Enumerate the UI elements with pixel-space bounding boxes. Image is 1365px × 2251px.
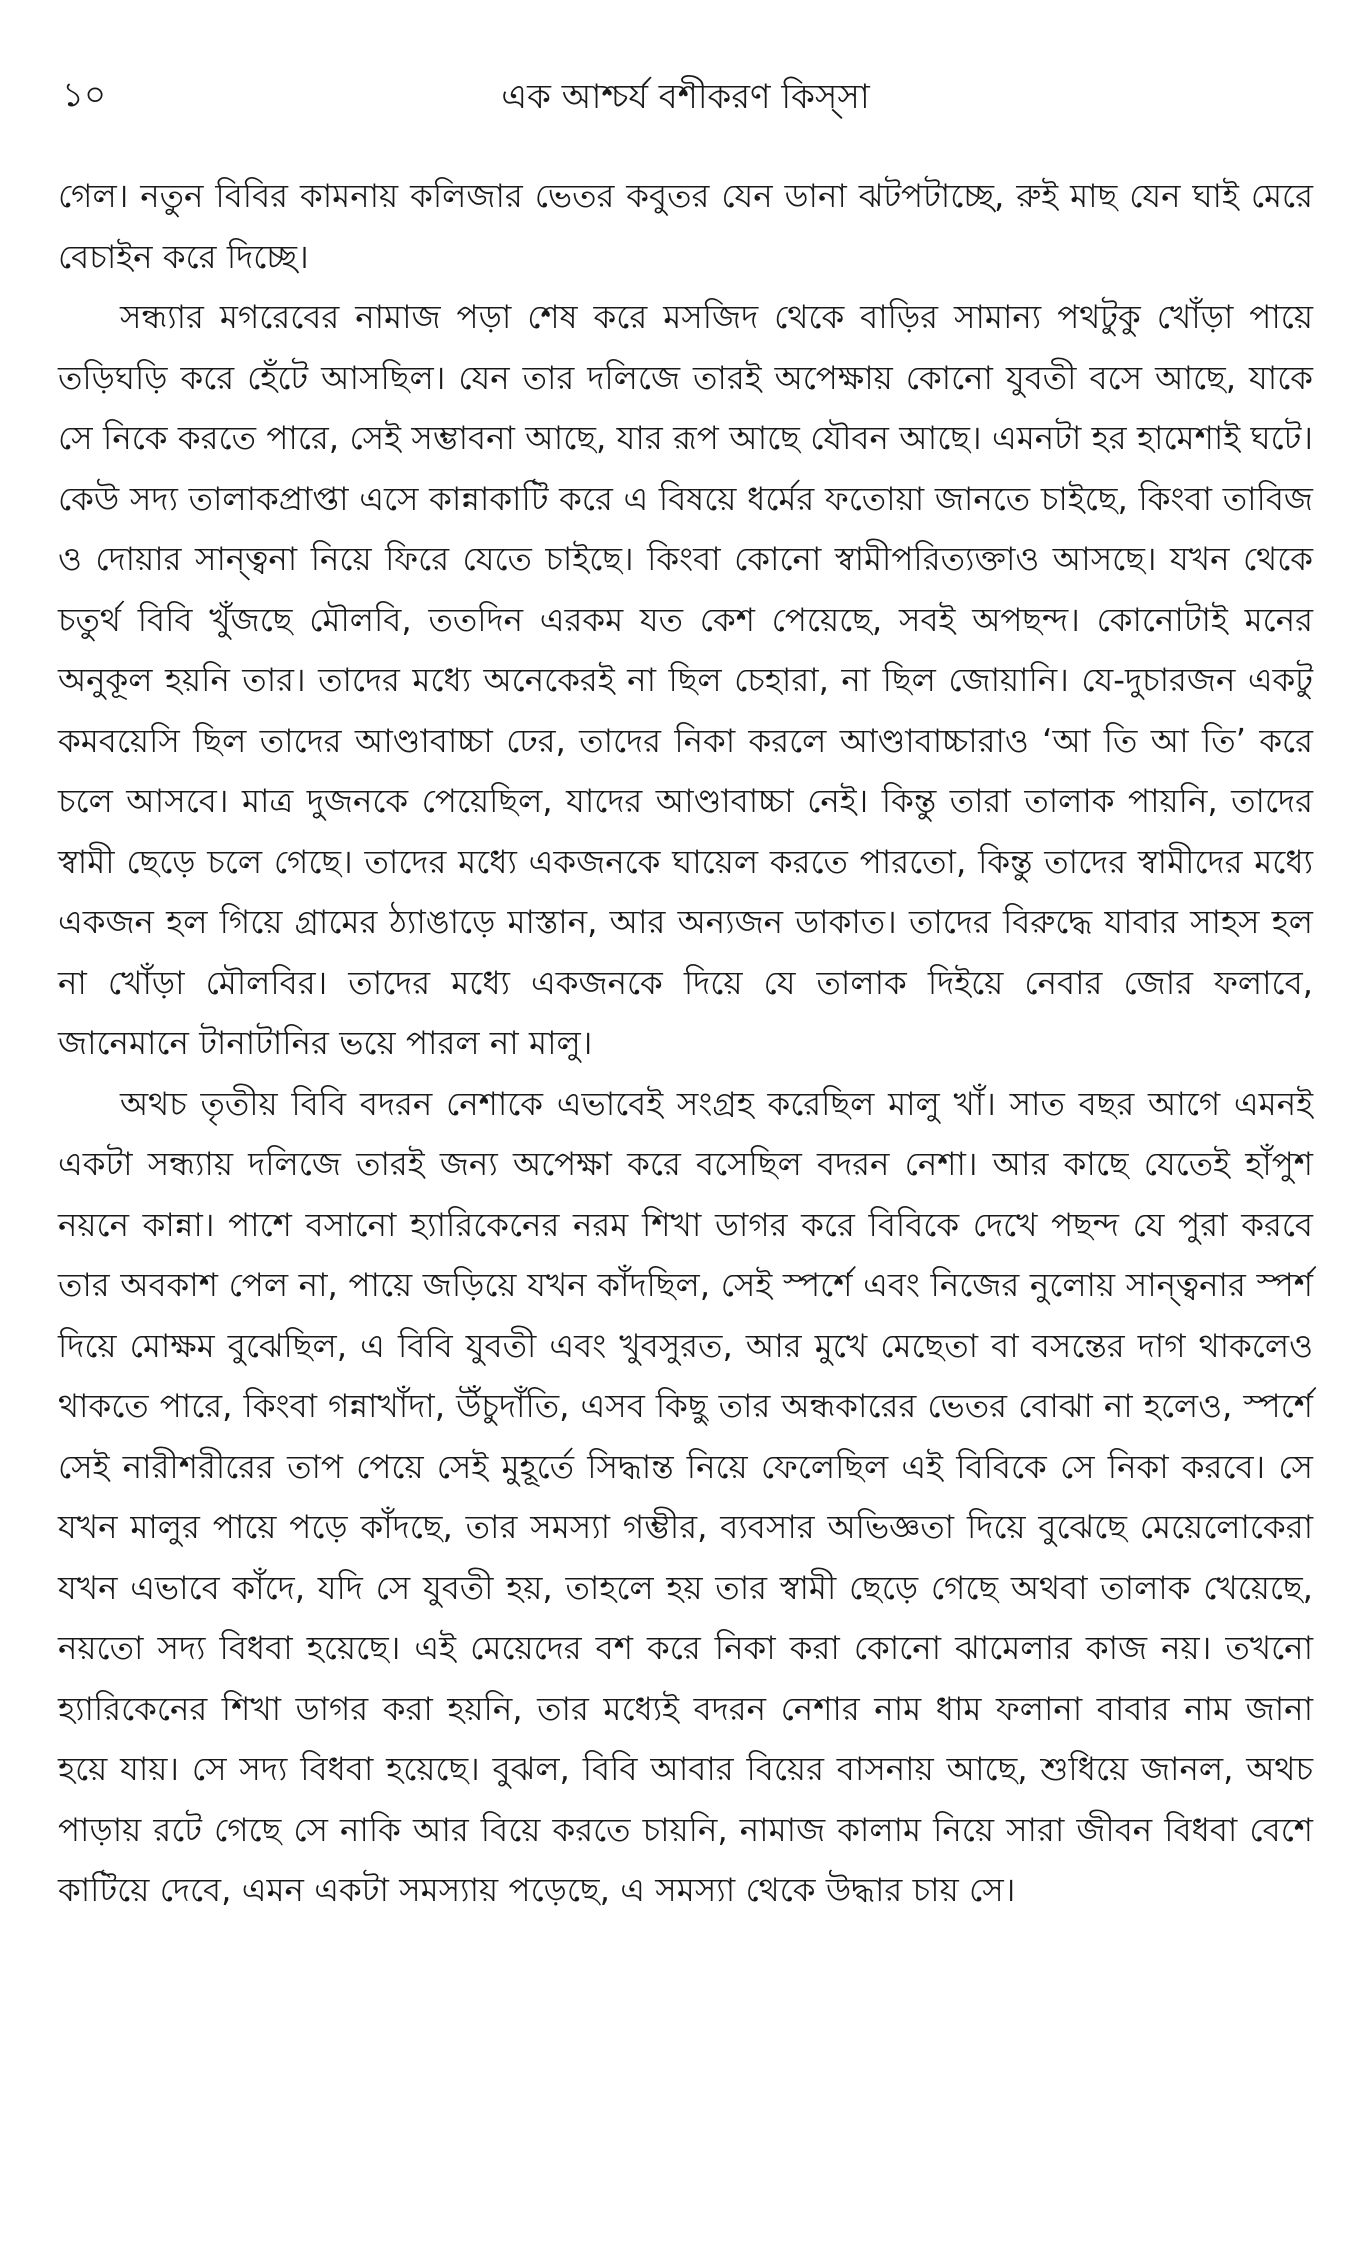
running-title: এক আশ্চর্য বশীকরণ কিস্‌সা — [501, 77, 870, 117]
paragraph: অথচ তৃতীয় বিবি বদরন নেশাকে এভাবেই সংগ্রহ করেছিল মালু খাঁ। সাত বছর আগে এমনই একটা সন্ধ্যায় দলিজে তারই জন্য অপেক্ষা করে বসেছিল বদরন নেশা। আর কাছে যেতেই হাঁপুশ নয়নে কান্না। পাশে বসানো হ্যারিকেনের নরম শিখা ডাগর করে বিবিকে দেখে পছন্দ যে পুরা করবে তার অবকাশ পেল না, পায়ে জড়িয়ে যখন কাঁদছিল, সেই স্পর্শে এবং নিজের নুলোয় সান্ত্বনার স্পর্শ দিয়ে মোক্ষম বুঝেছিল, এ বিবি যুবতী এবং খুবসুরত, আর মুখে মেছেতা বা বসন্তের দাগ থাকলেও থাকতে পারে, কিংবা গন্নাখাঁদা, উঁচুদাঁতি, এসব কিছু তার অন্ধকারের ভেতর বোঝা না হলেও, স্পর্শে সেই নারীশরীরের তাপ পেয়ে সেই মুহূর্তে সিদ্ধান্ত নিয়ে ফেলেছিল এই বিবিকে সে নিকা করবে। সে যখন মালুর পায়ে পড়ে কাঁদছে, তার সমস্যা গম্ভীর, ব্যবসার অভিজ্ঞতা দিয়ে বুঝেছে মেয়েলোকেরা যখন এভাবে কাঁদে, যদি সে যুবতী হয়, তাহলে হয় তার স্বামী ছেড়ে গেছে অথবা তালাক খেয়েছে, নয়তো সদ্য বিধবা হয়েছে। এই মেয়েদের বশ করে নিকা করা কোনো ঝামেলার কাজ নয়। তখনো হ্যারিকেনের শিখা ডাগর করা হয়নি, তার মধ্যেই বদরন নেশার নাম ধাম ফলানা বাবার নাম জানা হয়ে যায়। সে সদ্য বিধবা হয়েছে। বুঝল, বিবি আবার বিয়ের বাসনায় আছে, শুধিয়ে জানল, অথচ পাড়ায় রটে গেছে সে নাকি আর বিয়ে করতে চায়নি, নামাজ কালাম নিয়ে সারা জীবন বিধবা বেশে কাটিয়ে দেবে, এমন একটা সমস্যায় পড়েছে, এ সমস্যা থেকে উদ্ধার চায় সে। — [58, 1084, 1314, 1909]
page-number: ১০ — [62, 75, 107, 115]
paragraph: গেল। নতুন বিবির কামনায় কলিজার ভেতর কবুতর যেন ডানা ঝটপটাচ্ছে, রুই মাছ যেন ঘাই মেরে বেচাইন করে দিচ্ছে। — [58, 177, 1313, 276]
body-text — [58, 166, 1313, 1921]
page-header — [58, 72, 1313, 136]
paragraph: সন্ধ্যার মগরেবের নামাজ পড়া শেষ করে মসজিদ থেকে বাড়ির সামান্য পথটুকু খোঁড়া পায়ে তড়িঘড়ি করে হেঁটে আসছিল। যেন তার দলিজে তারই অপেক্ষায় কোনো যুবতী বসে আছে, যাকে সে নিকে করতে পারে, সেই সম্ভাবনা আছে, যার রূপ আছে যৌবন আছে। এমনটা হর হামেশাই ঘটে। কেউ সদ্য তালাকপ্রাপ্তা এসে কান্নাকাটি করে এ বিষয়ে ধর্মের ফতোয়া জানতে চাইছে, কিংবা তাবিজ ও দোয়ার সান্ত্বনা নিয়ে ফিরে যেতে চাইছে। কিংবা কোনো স্বামীপরিত্যক্তাও আসছে। যখন থেকে চতুর্থ বিবি খুঁজছে মৌলবি, ততদিন এরকম যত কেশ পেয়েছে, সবই অপছন্দ। কোনোটাই মনের অনুকূল হয়নি তার। তাদের মধ্যে অনেকেরই না ছিল চেহারা, না ছিল জোয়ানি। যে-দুচারজন একটু কমবয়েসি ছিল তাদের আণ্ডাবাচ্চা ঢের, তাদের নিকা করলে আণ্ডাবাচ্চারাও ‘আ তি আ তি’ করে চলে আসবে। মাত্র দুজনকে পেয়েছিল, যাদের আণ্ডাবাচ্চা নেই। কিন্তু তারা তালাক পায়নি, তাদের স্বামী ছেড়ে চলে গেছে। তাদের মধ্যে একজনকে ঘায়েল করতে পারতো, কিন্তু তাদের স্বামীদের মধ্যে একজন হল গিয়ে গ্রামের ঠ্যাঙাড়ে মাস্তান, আর অন্যজন ডাকাত। তাদের বিরুদ্ধে যাবার সাহস হল না খোঁড়া মৌলবির। তাদের মধ্যে একজনকে দিয়ে যে তালাক দিইয়ে নেবার জোর ফলাবে, জানেমানে টানাটানির ভয়ে পারল না মালু। — [58, 298, 1313, 1062]
